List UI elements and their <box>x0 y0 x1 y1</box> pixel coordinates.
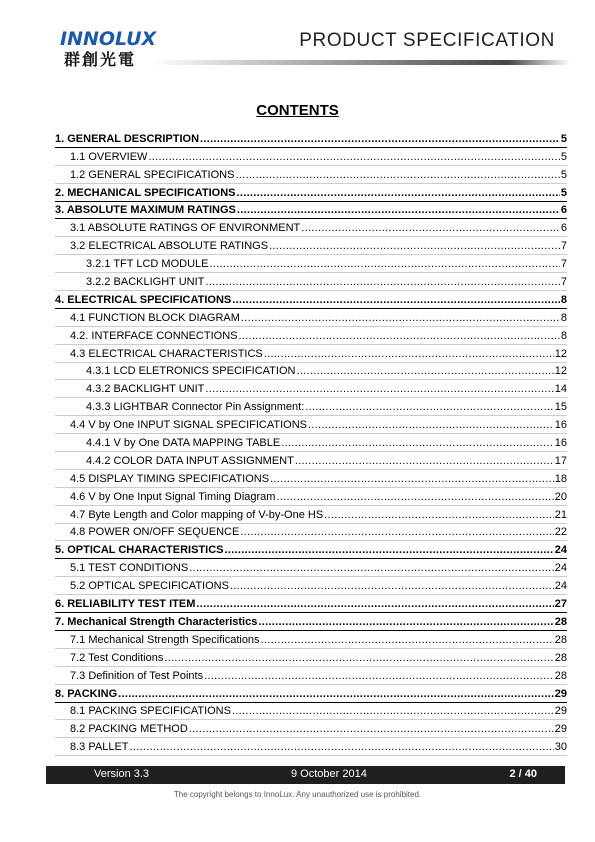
toc-entry-page: 18 <box>554 472 567 485</box>
footer-date: 9 October 2014 <box>291 768 367 780</box>
toc-entry-label: 2. MECHANICAL SPECIFICATIONS <box>55 186 236 199</box>
toc-entry-page: 21 <box>554 508 567 521</box>
logo-chinese-text: 群創光電 <box>64 50 137 69</box>
toc-entry-label: 4.4.2 COLOR DATA INPUT ASSIGNMENT <box>86 454 294 467</box>
toc-dot-leader <box>264 348 554 361</box>
toc-entry-label: 3.1 ABSOLUTE RATINGS OF ENVIRONMENT <box>70 222 301 235</box>
toc-dot-leader <box>308 419 554 432</box>
copyright-notice: The copyright belongs to InnoLux. Any unauthorized use is prohibited. <box>173 790 422 799</box>
document-title: PRODUCT SPECIFICATION <box>299 30 555 51</box>
footer-version: Version 3.3 <box>94 768 150 780</box>
toc-entry[interactable] <box>55 148 567 166</box>
toc-entry-page: 24 <box>554 580 567 593</box>
toc-dot-leader <box>232 294 560 307</box>
toc-entry[interactable] <box>55 237 567 255</box>
toc-entry[interactable] <box>55 380 567 398</box>
toc-dot-leader <box>189 562 554 575</box>
toc-entry-page: 17 <box>554 454 567 467</box>
toc-entry-page: 29 <box>554 687 567 700</box>
toc-entry[interactable] <box>55 703 567 721</box>
toc-dot-leader <box>148 151 559 164</box>
toc-dot-leader <box>224 544 553 557</box>
toc-dot-leader <box>295 455 554 468</box>
toc-entry[interactable] <box>55 309 567 327</box>
toc-entry-label: 4. ELECTRICAL SPECIFICATIONS <box>55 293 232 306</box>
toc-entry-label: 3.2 ELECTRICAL ABSOLUTE RATINGS <box>70 240 269 253</box>
toc-dot-leader <box>241 312 560 325</box>
toc-entry[interactable] <box>55 219 567 237</box>
toc-entry-label: 7.1 Mechanical Strength Specifications <box>70 633 260 646</box>
toc-entry-label: 1.2 GENERAL SPECIFICATIONS <box>70 168 235 181</box>
toc-dot-leader <box>237 204 560 217</box>
toc-entry-page: 29 <box>554 723 567 736</box>
contents-heading: CONTENTS <box>256 102 339 119</box>
toc-entry-label: 8. PACKING <box>55 687 118 700</box>
toc-entry-label: 3.2.2 BACKLIGHT UNIT <box>86 276 205 289</box>
toc-entry-label: 7.2 Test Conditions <box>70 651 164 664</box>
toc-entry[interactable] <box>55 273 567 291</box>
table-of-contents <box>55 130 567 756</box>
toc-entry[interactable] <box>55 202 567 220</box>
toc-entry-label: 4.8 POWER ON/OFF SEQUENCE <box>70 526 240 539</box>
toc-dot-leader <box>240 526 553 539</box>
toc-entry[interactable] <box>55 541 567 559</box>
toc-entry-page: 7 <box>560 276 567 289</box>
toc-dot-leader <box>230 580 554 593</box>
toc-entry-page: 8 <box>560 311 567 324</box>
toc-entry[interactable] <box>55 470 567 488</box>
toc-dot-leader <box>305 401 553 414</box>
toc-entry-page: 5 <box>560 132 567 145</box>
toc-entry-label: 4.7 Byte Length and Color mapping of V-by-One HS <box>70 508 324 521</box>
toc-entry[interactable] <box>55 363 567 381</box>
toc-entry-label: 5.1 TEST CONDITIONS <box>70 562 189 575</box>
toc-dot-leader <box>200 133 560 146</box>
toc-dot-leader <box>232 705 554 718</box>
toc-entry-label: 5. OPTICAL CHARACTERISTICS <box>55 544 224 557</box>
toc-entry-page: 24 <box>554 562 567 575</box>
toc-entry-label: 4.1 FUNCTION BLOCK DIAGRAM <box>70 311 240 324</box>
toc-entry-page: 24 <box>554 544 567 557</box>
toc-entry-page: 7 <box>560 258 567 271</box>
toc-entry[interactable] <box>55 255 567 273</box>
toc-entry-label: 4.4 V by One INPUT SIGNAL SPECIFICATIONS <box>70 419 307 432</box>
toc-entry-page: 16 <box>554 437 567 450</box>
toc-entry-page: 28 <box>554 615 567 628</box>
toc-entry-page: 12 <box>554 365 567 378</box>
toc-entry-page: 27 <box>554 598 567 611</box>
toc-dot-leader <box>238 330 559 343</box>
logo-brand-text: INNOLUX <box>60 28 157 50</box>
toc-entry-label: 7.3 Definition of Test Points <box>70 669 204 682</box>
toc-dot-leader <box>269 240 560 253</box>
toc-entry-label: 7. Mechanical Strength Characteristics <box>55 615 258 628</box>
toc-dot-leader <box>205 276 559 289</box>
toc-entry-page: 28 <box>554 669 567 682</box>
toc-dot-leader <box>205 383 553 396</box>
toc-dot-leader <box>301 222 560 235</box>
toc-entry-page: 8 <box>560 293 567 306</box>
toc-dot-leader <box>281 437 554 450</box>
toc-entry[interactable] <box>55 166 567 184</box>
toc-entry[interactable] <box>55 345 567 363</box>
toc-entry[interactable] <box>55 559 567 577</box>
toc-dot-leader <box>324 509 554 522</box>
toc-entry-page: 20 <box>554 490 567 503</box>
toc-dot-leader <box>189 723 554 736</box>
toc-entry[interactable] <box>55 524 567 542</box>
toc-entry-page: 15 <box>554 401 567 414</box>
toc-entry[interactable] <box>55 130 567 148</box>
toc-entry-page: 5 <box>560 168 567 181</box>
toc-dot-leader <box>118 688 554 701</box>
toc-dot-leader <box>258 616 553 629</box>
toc-dot-leader <box>235 169 559 182</box>
toc-entry[interactable] <box>55 613 567 631</box>
company-logo <box>60 29 156 69</box>
toc-entry[interactable] <box>55 738 567 756</box>
toc-entry-label: 1.1 OVERVIEW <box>70 150 148 163</box>
toc-dot-leader <box>196 598 553 611</box>
toc-entry-page: 5 <box>560 186 567 199</box>
toc-entry[interactable] <box>55 434 567 452</box>
toc-entry-page: 6 <box>560 222 567 235</box>
toc-entry-label: 4.4.1 V by One DATA MAPPING TABLE <box>86 437 281 450</box>
toc-entry-label: 4.3.3 LIGHTBAR Connector Pin Assignment: <box>86 401 305 414</box>
toc-entry-page: 14 <box>554 383 567 396</box>
toc-entry-page: 12 <box>554 347 567 360</box>
toc-entry-page: 7 <box>560 240 567 253</box>
toc-dot-leader <box>296 365 553 378</box>
toc-entry[interactable] <box>55 291 567 309</box>
toc-entry-page: 28 <box>554 651 567 664</box>
toc-entry-label: 8.2 PACKING METHOD <box>70 723 188 736</box>
toc-entry-label: 3. ABSOLUTE MAXIMUM RATINGS <box>55 204 236 217</box>
toc-entry-page: 6 <box>560 204 567 217</box>
toc-entry-page: 16 <box>554 419 567 432</box>
toc-dot-leader <box>130 741 554 754</box>
toc-entry-label: 6. RELIABILITY TEST ITEM <box>55 598 196 611</box>
toc-entry-label: 8.1 PACKING SPECIFICATIONS <box>70 705 231 718</box>
toc-entry-label: 4.3.1 LCD ELETRONICS SPECIFICATION <box>86 365 296 378</box>
toc-dot-leader <box>276 491 553 504</box>
toc-entry[interactable] <box>55 685 567 703</box>
toc-entry[interactable] <box>55 488 567 506</box>
toc-entry-label: 1. GENERAL DESCRIPTION <box>55 132 200 145</box>
toc-entry-page: 28 <box>554 633 567 646</box>
footer-bar <box>46 766 565 784</box>
toc-entry[interactable] <box>55 184 567 202</box>
header-divider <box>150 60 570 65</box>
toc-entry-label: 3.2.1 TFT LCD MODULE <box>86 258 209 271</box>
toc-entry-page: 29 <box>554 705 567 718</box>
toc-dot-leader <box>237 187 560 200</box>
toc-entry[interactable] <box>55 416 567 434</box>
toc-dot-leader <box>261 634 554 647</box>
toc-entry[interactable] <box>55 577 567 595</box>
toc-entry-page: 22 <box>554 526 567 539</box>
toc-entry-page: 30 <box>554 741 567 754</box>
toc-entry-page: 8 <box>560 329 567 342</box>
toc-entry-page: 5 <box>560 150 567 163</box>
toc-entry-label: 4.6 V by One Input Signal Timing Diagram <box>70 490 276 503</box>
toc-entry[interactable] <box>55 595 567 613</box>
toc-entry[interactable] <box>55 720 567 738</box>
toc-dot-leader <box>164 652 553 665</box>
toc-entry[interactable] <box>55 631 567 649</box>
toc-entry[interactable] <box>55 649 567 667</box>
toc-entry[interactable] <box>55 506 567 524</box>
footer-page-number: 2 / 40 <box>509 768 537 780</box>
toc-entry-label: 5.2 OPTICAL SPECIFICATIONS <box>70 580 229 593</box>
toc-entry-label: 8.3 PALLET <box>70 741 129 754</box>
toc-entry-label: 4.3 ELECTRICAL CHARACTERISTICS <box>70 347 263 360</box>
toc-dot-leader <box>204 670 554 683</box>
toc-dot-leader <box>209 258 559 271</box>
toc-entry[interactable] <box>55 667 567 685</box>
toc-entry-label: 4.3.2 BACKLIGHT UNIT <box>86 383 205 396</box>
toc-dot-leader <box>270 473 554 486</box>
toc-entry-label: 4.5 DISPLAY TIMING SPECIFICATIONS <box>70 472 270 485</box>
toc-entry-label: 4.2. INTERFACE CONNECTIONS <box>70 329 238 342</box>
toc-entry[interactable] <box>55 327 567 345</box>
toc-entry[interactable] <box>55 452 567 470</box>
toc-entry[interactable] <box>55 398 567 416</box>
